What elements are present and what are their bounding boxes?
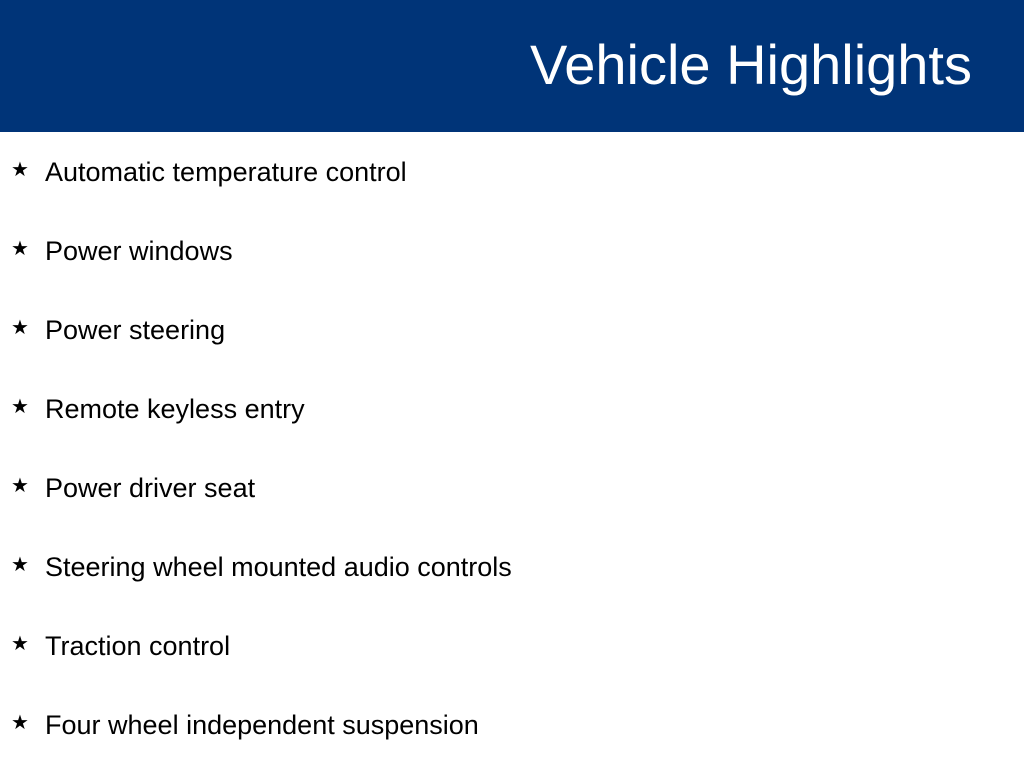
list-item-label: Traction control	[45, 631, 231, 661]
list-item-label: Power windows	[45, 236, 233, 266]
list-item	[0, 151, 512, 230]
star-icon: ★	[11, 236, 29, 260]
title-banner	[0, 0, 1024, 132]
star-icon: ★	[11, 394, 29, 418]
list-item-label: Power driver seat	[45, 473, 256, 503]
list-item-label: Power steering	[45, 315, 226, 345]
list-item	[0, 309, 512, 388]
list-item	[0, 625, 512, 704]
highlights-list	[0, 151, 512, 768]
list-item-label: Automatic temperature control	[45, 157, 407, 187]
slide-title: Vehicle Highlights	[529, 33, 972, 96]
star-icon: ★	[11, 552, 29, 576]
list-item-label: Remote keyless entry	[45, 394, 305, 424]
star-icon: ★	[11, 710, 29, 734]
star-icon: ★	[11, 473, 29, 497]
list-item	[0, 467, 512, 546]
star-icon: ★	[11, 157, 29, 181]
list-item-label: Four wheel independent suspension	[45, 710, 479, 740]
star-icon: ★	[11, 631, 29, 655]
list-item	[0, 546, 512, 625]
star-icon: ★	[11, 315, 29, 339]
list-item	[0, 388, 512, 467]
list-item	[0, 230, 512, 309]
list-item	[0, 704, 512, 768]
list-item-label: Steering wheel mounted audio controls	[45, 552, 512, 582]
